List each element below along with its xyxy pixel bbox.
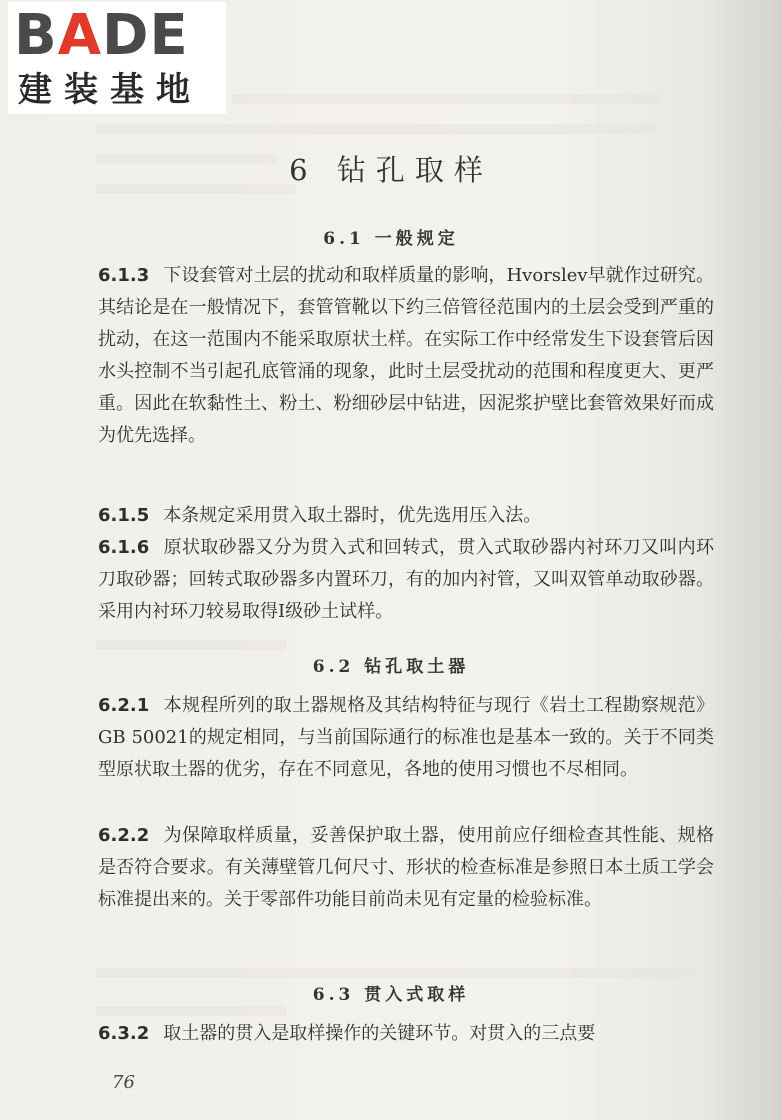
clause-number: 6.2.2 bbox=[98, 825, 150, 846]
chapter-title: 6 钻孔取样 bbox=[289, 153, 493, 187]
paragraph bbox=[98, 532, 714, 628]
paragraph bbox=[98, 260, 714, 452]
page-number: 76 bbox=[112, 1072, 135, 1093]
paragraph bbox=[98, 690, 714, 786]
clause-number: 6.2.1 bbox=[98, 695, 150, 716]
clause-number: 6.3.2 bbox=[98, 1023, 150, 1044]
logo-word: BADE bbox=[14, 3, 189, 68]
bleed-through bbox=[96, 640, 286, 650]
paragraph-text: 为保障取样质量，妥善保护取土器，使用前应仔细检查其性能、规格是否符合要求。有关薄壁管几何尺寸、形状的检查标准是参照日本土质工学会标准提出来的。关于零部件功能目前尚未见有定量的检验标准。 bbox=[98, 825, 714, 910]
paragraph-text: 下设套管对土层的扰动和取样质量的影响，Hvorslev早就作过研究。其结论是在一般情况下，套管管靴以下约三倍管径范围内的土层会受到严重的扰动，在这一范围内不能采取原状土样。在实际工作中经常发生下设套管后因水头控制不当引起孔底管涌的现象，此时土层受扰动的范围和程度更大、更严重。因此在软黏性土、粉土、粉细砂层中钻进，因泥浆护壁比套管效果好而成为优先选择。 bbox=[98, 265, 714, 446]
bade-logo bbox=[8, 2, 226, 114]
paragraph-text: 取土器的贯入是取样操作的关键环节。对贯入的三点要 bbox=[163, 1023, 596, 1044]
clause-number: 6.1.3 bbox=[98, 265, 150, 286]
section-title: 6.3 贯入式取样 bbox=[312, 985, 470, 1005]
section-title: 6.2 钻孔取土器 bbox=[312, 657, 470, 677]
paragraph bbox=[98, 820, 714, 916]
bleed-through bbox=[232, 94, 662, 104]
paragraph-text: 本规程所列的取土器规格及其结构特征与现行《岩土工程勘察规范》GB 50021的规定相同，与当前国际通行的标准也是基本一致的。关于不同类型原状取土器的优劣，存在不同意见，各地的使用习惯也不尽相同。 bbox=[98, 695, 714, 780]
section-title: 6.1 一般规定 bbox=[323, 229, 459, 249]
bleed-through bbox=[96, 968, 696, 978]
bleed-through bbox=[96, 1006, 286, 1016]
paragraph bbox=[98, 1018, 714, 1050]
logo-subtitle: 建装基地 bbox=[18, 70, 202, 110]
paragraph-text: 本条规定采用贯入取土器时，优先选用压入法。 bbox=[163, 505, 542, 526]
bleed-through bbox=[96, 124, 656, 134]
clause-number: 6.1.6 bbox=[98, 537, 150, 558]
paragraph-text: 原状取砂器又分为贯入式和回转式，贯入式取砂器内衬环刀又叫内环刀取砂器；回转式取砂器多内置环刀，有的加内衬管，又叫双管单动取砂器。采用内衬环刀较易取得Ⅰ级砂土试样。 bbox=[98, 537, 714, 622]
clause-number: 6.1.5 bbox=[98, 505, 150, 526]
paragraph bbox=[98, 500, 714, 532]
